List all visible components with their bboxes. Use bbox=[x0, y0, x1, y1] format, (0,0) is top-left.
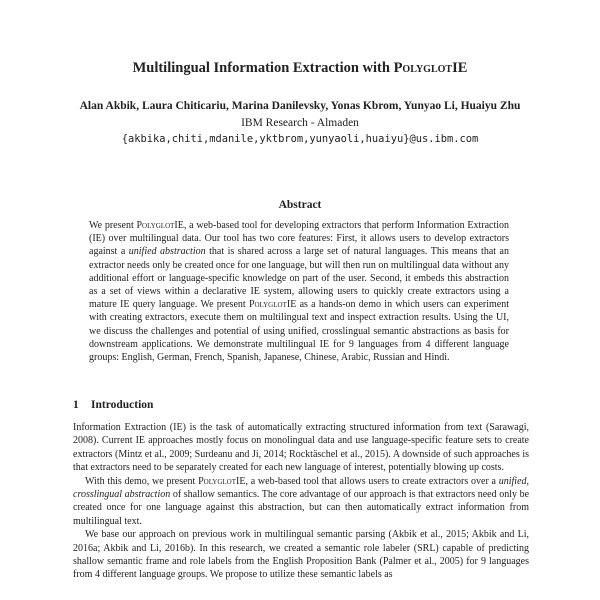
abstract-heading: Abstract bbox=[278, 199, 322, 211]
abstract-ie: IE bbox=[174, 220, 184, 231]
intro-paragraph-1: Information Extraction (IE) is the task of automatically extracting structured information from text (Sarawagi, 2008). Current IE approaches mostly focus on monolingual data and use language-specific feature sets to create extractors (Mintz et al., 2009; Surdeanu and Ji, 2014; Rocktäschel et al., 2015). A downside of such approaches is that extractors need to be separately created for each new language of interest, potentially blowing up costs. bbox=[73, 422, 529, 474]
abstract-text-d: as a hands-on demo in which users can experiment with creating extractors, execute them on multilingual text and inspect extraction results. Using the UI, we discuss the challenges and potential of using unified, crosslingual semantic abstractions as basis for downstream applications. We demonstrate multilingual IE for 9 languages from 4 different language groups: English, German, French, Spanish, Japanese, Chinese, Arabic, Russian and Hindi. bbox=[89, 299, 509, 364]
title-prefix: Multilingual Information Extraction with bbox=[132, 60, 394, 76]
intro-polyglot: Polyglot bbox=[198, 475, 237, 487]
abstract-polyglot: Polyglot bbox=[136, 220, 175, 231]
affiliation: IBM Research - Almaden bbox=[241, 117, 359, 129]
abstract-polyglot-2: Polyglot bbox=[248, 299, 287, 311]
intro-paragraph-2 bbox=[73, 475, 529, 529]
abstract-ie-2: IE bbox=[286, 299, 297, 311]
paper-title bbox=[0, 60, 600, 77]
abstract-paragraph bbox=[89, 219, 509, 364]
section-heading-introduction bbox=[73, 399, 153, 411]
abstract-body bbox=[89, 219, 509, 364]
intro-ie: IE bbox=[236, 475, 246, 487]
title-ie: IE bbox=[452, 60, 468, 76]
abstract-text-b: , a web-based tool for developing extractors that perform Information Extraction (IE) over multilingual data. Our tool has two core features: First, it allows users to develop extractors against a bbox=[89, 220, 509, 258]
abstract-text-c: that is shared across a large set of natural languages. This means that an extractor needs only be created once for one language, but will then run on multilingual data without any additional effort or language-specific knowledge on part of the user. Second, it embeds this abstraction as a set of views within a declarative IE system, allowing users to quickly create extractors using a mature IE query language. We present bbox=[89, 246, 509, 311]
abstract-emphasis: unified abstraction bbox=[128, 246, 206, 258]
author-emails: {akbika,chiti,mdanile,yktbrom,yunyaoli,huaiyu}@us.ibm.com bbox=[121, 133, 479, 145]
title-polyglot: Polyglot bbox=[393, 60, 453, 76]
introduction-body bbox=[73, 421, 529, 582]
intro-p2-text-b: , a web-based tool that allows users to create extractors over a bbox=[245, 475, 499, 487]
intro-p2-text-a: With this demo, we present bbox=[85, 475, 199, 487]
intro-emphasis: unified, crosslingual abstraction bbox=[73, 475, 530, 501]
author-list: Alan Akbik, Laura Chiticariu, Marina Danilevsky, Yonas Kbrom, Yunyao Li, Huaiyu Zhu bbox=[79, 100, 521, 112]
abstract-text-a: We present bbox=[89, 220, 137, 231]
section-number: 1 bbox=[73, 399, 79, 411]
section-title: Introduction bbox=[91, 399, 154, 411]
intro-paragraph-3: We base our approach on previous work in multilingual semantic parsing (Akbik et al., 2015; Akbik and Li, 2016a; Akbik and Li, 2016b). In this research, we created a semantic role labeler (SRL) capable of predicting shallow semantic frame and role labels from the English Proposition Bank (Palmer et al., 2005) for 9 languages from 4 different language groups. We propose to utilize these semantic labels as bbox=[73, 529, 529, 581]
intro-p2-text-c: of shallow semantics. The core advantage of our approach is that extractors need only be created once for one language against this abstraction, but can then automatically extract information from multilingual text. bbox=[73, 489, 530, 527]
